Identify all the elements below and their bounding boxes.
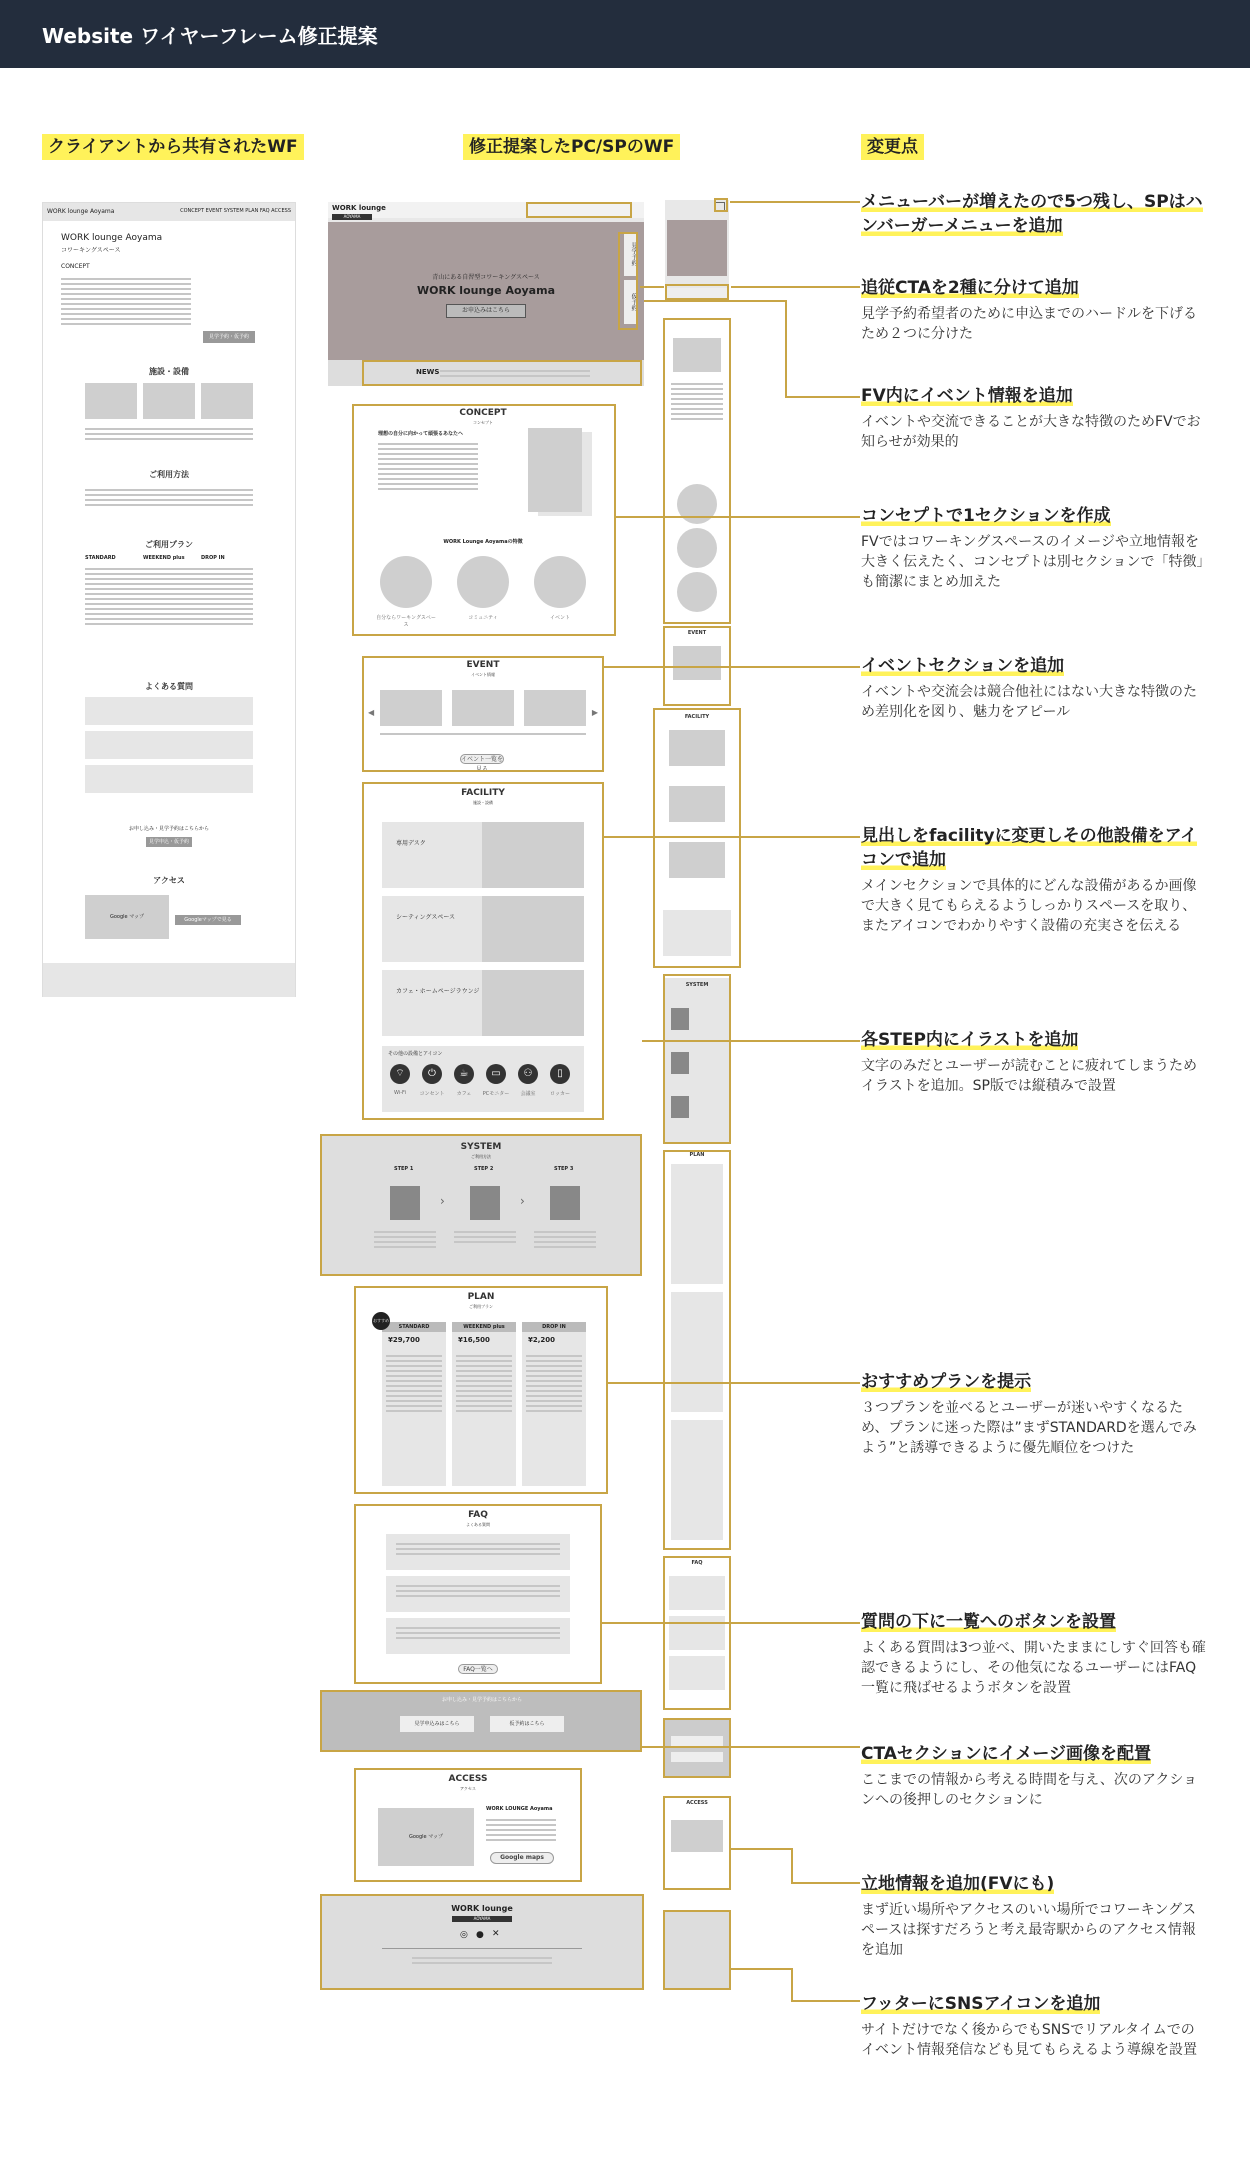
pc-plan-title: PLAN [467, 1292, 495, 1302]
client-navbar [43, 203, 295, 221]
client-concept-text [61, 275, 191, 328]
changes-column-heading: 変更点 [861, 134, 924, 160]
change-note [861, 190, 1206, 238]
client-cta-button-2[interactable]: 見学申込・仮予約 [146, 837, 192, 847]
pc-fv [328, 202, 644, 386]
client-facility-image [143, 383, 195, 419]
connector [602, 1622, 860, 1624]
plan-price: ¥29,700 [388, 1336, 420, 1344]
icon-label: 会議室 [520, 1091, 536, 1097]
client-plans-heading: ご利用プラン [145, 540, 193, 549]
connector [640, 286, 664, 288]
change-body: サイトだけでなく後からでもSNSでリアルタイムでのイベント情報発信なども見てもらえるよう導線を設置 [861, 2022, 1197, 2058]
pc-google-maps-button[interactable]: Google maps [490, 1852, 554, 1864]
pc-logo-label: AOYAMA [332, 214, 372, 220]
change-title: FV内にイベント情報を追加 [861, 386, 1073, 406]
pc-facility-card-label: シーティングスペース [396, 914, 456, 921]
connector [731, 1968, 791, 1970]
proposal-column-heading: 修正提案したPC/SPのWF [463, 134, 680, 160]
highlight-sp-cta-section [663, 1718, 731, 1778]
highlight-pc-cta-section [320, 1690, 642, 1752]
client-facility-image [201, 383, 253, 419]
sp-event-title: EVENT [687, 630, 707, 636]
pc-hero-image [328, 222, 644, 360]
connector [731, 286, 860, 288]
client-column-heading: クライアントから共有されたWF [42, 134, 304, 160]
highlight-pc-access [354, 1768, 582, 1882]
highlight-sp-menu [714, 198, 728, 212]
pc-features-title: WORK Lounge Aoyamaの特徴 [443, 539, 523, 545]
pc-system-title: SYSTEM [460, 1142, 502, 1152]
client-faq-item[interactable] [85, 765, 253, 793]
change-title: イベントセクションを追加 [861, 656, 1065, 676]
plan-price: ¥2,200 [528, 1336, 556, 1344]
highlight-sp-plan [663, 1150, 731, 1550]
client-faq-heading: よくある質問 [145, 682, 193, 691]
client-logo: WORK lounge Aoyama [47, 208, 115, 215]
pc-hero-button[interactable]: お申込みはこちら [446, 304, 526, 318]
change-title: コンセプトで1セクションを作成 [861, 506, 1111, 526]
pc-facility-card-label: 専用デスク [396, 840, 426, 847]
sp-access-title: ACCESS [686, 1800, 708, 1806]
plan-name: STANDARD [382, 1322, 446, 1332]
monitor-icon: ▭ [486, 1064, 506, 1084]
highlight-sp-footer [663, 1910, 731, 1990]
change-body: メインセクションで具体的にどんな設備があるか画像で大きく見てもらえるようしっかりスペースを取り、またアイコンでわかりやすく設備の充実さを伝える [861, 878, 1197, 934]
change-note [861, 824, 1206, 936]
pc-feature-label: 自分ならワーキングスペース [376, 615, 436, 628]
meeting-room-icon: ⚇ [518, 1064, 538, 1084]
pc-hero-title: WORK lounge Aoyama [416, 284, 555, 297]
client-hero-sub: コワーキングスペース [61, 247, 121, 254]
highlight-pc-plan [354, 1286, 608, 1494]
pc-concept-sub: コンセプト [473, 420, 493, 425]
connector [604, 836, 860, 838]
client-map-button[interactable]: Googleマップで見る [175, 915, 241, 925]
highlight-sp-system [663, 974, 731, 1144]
cafe-icon: ☕ [454, 1064, 474, 1084]
client-map: Google マップ [85, 895, 169, 939]
connector [791, 1968, 793, 2002]
pc-cta-visit-button[interactable]: 見学申込みはこちら [400, 1716, 474, 1732]
pc-cta-text: お申し込み・見学予約はこちらから [441, 1697, 522, 1703]
pc-access-title: ACCESS [448, 1774, 488, 1784]
change-note [861, 1028, 1206, 1096]
highlight-pc-concept [352, 404, 616, 636]
connector [791, 2000, 860, 2002]
client-wireframe [42, 202, 296, 997]
change-title: 立地情報を追加(FVにも) [861, 1874, 1055, 1894]
icon-label: ロッカー [550, 1091, 570, 1097]
highlight-pc-system [320, 1134, 642, 1276]
pc-footer-logo: WORK lounge [451, 1904, 513, 1913]
change-body: FVではコワーキングスペースのイメージや立地情報を大きく伝えたく、コンセプトは別セクションで「特徴」も簡潔にまとめ加えた [861, 534, 1204, 590]
pc-facility-sub: 施設・設備 [473, 800, 493, 805]
plug-icon: ⏻ [422, 1064, 442, 1084]
change-note [861, 504, 1206, 592]
change-body: よくある質問は3つ並べ、開いたままにしすぐ回答も確認できるようにし、その他気になるユーザーにはFAQ一覧に飛ばせるようボタンを設置 [861, 1640, 1206, 1696]
arrow-right-icon: › [440, 1194, 445, 1208]
client-access-heading: アクセス [153, 876, 185, 885]
highlight-sp-facility [653, 708, 741, 968]
sp-faq-title: FAQ [691, 1560, 703, 1566]
connector [731, 1848, 791, 1850]
pc-event-list-button[interactable]: イベント一覧を見る [461, 756, 504, 773]
client-facility-image [85, 383, 137, 419]
pc-facility-card-label: カフェ・ホームページラウンジ [396, 988, 480, 995]
client-facility-text [85, 425, 253, 443]
change-body: ３つプランを並べるとユーザーが迷いやすくなるため、プランに迷った際は”まずSTANDARDを選んでみよう”と誘導できるように優先順位をつけた [861, 1400, 1197, 1456]
client-plan-name: STANDARD [85, 555, 116, 561]
pc-logo: WORK lounge [332, 204, 386, 212]
client-plan-name: DROP IN [201, 555, 225, 561]
pc-footer-logo-label: AOYAMA [452, 1916, 512, 1922]
highlight-pc-event [362, 656, 604, 772]
client-facilities-heading: 施設・設備 [149, 367, 189, 376]
change-body: 見学予約希望者のために申込までのハードルを下げるため２つに分けた [861, 306, 1197, 342]
highlight-pc-menu [526, 202, 632, 218]
change-title: 各STEP内にイラストを追加 [861, 1030, 1079, 1050]
highlight-sp-faq [663, 1556, 731, 1710]
x-icon[interactable]: ✕ [492, 1929, 500, 1939]
carousel-prev-icon[interactable]: ◀ [368, 708, 375, 717]
change-note [861, 1742, 1206, 1810]
change-note [861, 1370, 1206, 1458]
icon-label: カフェ [456, 1091, 472, 1097]
change-note [861, 1872, 1206, 1960]
pc-faq-list-button[interactable]: FAQ一覧へ [458, 1664, 498, 1674]
plan-name: DROP IN [522, 1322, 586, 1332]
change-body: イベントや交流できることが大きな特徴のためFVでお知らせが効果的 [861, 414, 1201, 450]
highlight-sp-cta [665, 284, 729, 300]
change-note [861, 1992, 1206, 2060]
connector [604, 666, 860, 668]
sp-plan-title: PLAN [689, 1152, 705, 1158]
client-plan-name: WEEKEND plus [143, 555, 185, 561]
client-nav: CONCEPT EVENT SYSTEM PLAN FAQ ACCESS [180, 208, 291, 214]
client-concept-label: CONCEPT [61, 263, 90, 270]
change-body: イベントや交流会は競合他社にはない大きな特徴のため差別化を図り、魅力をアピール [861, 684, 1197, 720]
connector [791, 1848, 793, 1884]
change-title: 質問の下に一覧へのボタンを設置 [861, 1612, 1116, 1632]
highlight-sp-concept [663, 318, 731, 624]
sp-system-title: SYSTEM [685, 982, 709, 988]
change-title: 追従CTAを2種に分けて追加 [861, 278, 1079, 298]
change-note [861, 384, 1206, 452]
highlight-pc-cta [618, 232, 638, 330]
client-footer [43, 963, 295, 997]
pc-facility-icons-title: その他の設備とアイコン [388, 1051, 443, 1057]
facebook-icon[interactable]: ● [476, 1930, 484, 1940]
pc-news-label: NEWS [416, 368, 440, 376]
connector [608, 1382, 860, 1384]
connector [785, 396, 860, 398]
pc-concept-lead: 理想の自分に向かって頑張るあなたへ [378, 431, 464, 437]
change-note [861, 654, 1206, 722]
change-title: メニューバーが増えたので5つ残し、SPはハンバーガーメニューを追加 [861, 192, 1203, 236]
change-body: ここまでの情報から考える時間を与え、次のアクションへの後押しのセクションに [861, 1772, 1198, 1808]
recommend-badge: おすすめ [372, 1312, 390, 1330]
connector [616, 516, 860, 518]
client-faq-item[interactable] [85, 731, 253, 759]
client-howto-heading: ご利用方法 [149, 470, 189, 479]
sp-hero-image [667, 220, 727, 276]
pc-cta-reserve-button[interactable]: 仮予約はこちら [490, 1716, 564, 1732]
highlight-sp-access [663, 1796, 731, 1890]
sp-facility-title: FACILITY [684, 714, 710, 720]
connector [785, 300, 787, 398]
client-cta-button[interactable]: 見学予約・仮予約 [203, 331, 255, 343]
client-cta-text: お申し込み・見学予約はこちらから [128, 826, 209, 832]
change-title: おすすめプランを提示 [861, 1372, 1032, 1392]
pc-step-label: STEP 1 [394, 1166, 414, 1172]
pc-side-cta-reserve[interactable]: 仮予約 [624, 280, 638, 324]
pc-event-sub: イベント情報 [471, 672, 495, 677]
pc-access-map[interactable]: Google マップ [378, 1808, 474, 1866]
locker-icon: ▯ [550, 1064, 570, 1084]
pc-event-title: EVENT [466, 660, 500, 670]
pc-access-name: WORK LOUNGE Aoyama [486, 1806, 553, 1812]
client-plan-text [85, 565, 253, 628]
pc-side-cta-visit[interactable]: 見学予約 [624, 232, 638, 276]
change-title: CTAセクションにイメージ画像を配置 [861, 1744, 1152, 1764]
connector [642, 1746, 860, 1748]
change-note [861, 1610, 1206, 1698]
change-note [861, 276, 1206, 344]
highlight-pc-faq [354, 1504, 602, 1684]
connector [791, 1882, 860, 1884]
client-faq-item[interactable] [85, 697, 253, 725]
icon-label: Wi-Fi [394, 1090, 406, 1096]
pc-feature-label: コミュニティ [468, 615, 498, 621]
page-title: Website ワイヤーフレーム修正提案 [42, 24, 378, 48]
page-header [0, 0, 1250, 68]
highlight-pc-facility [362, 782, 604, 1120]
change-title: フッターにSNSアイコンを追加 [861, 1994, 1101, 2014]
connector [644, 300, 785, 302]
plan-name: WEEKEND plus [452, 1322, 516, 1332]
change-body: まず近い場所やアクセスのいい場所でコワーキングスペースは探すだろうと考え最寄駅からのアクセス情報を追加 [861, 1902, 1197, 1958]
arrow-right-icon: › [520, 1194, 525, 1208]
pc-feature-label: イベント [549, 615, 570, 621]
client-hero-title: WORK lounge Aoyama [61, 233, 163, 243]
icon-label: PCモニター [482, 1091, 510, 1097]
pc-access-sub: アクセス [460, 1786, 476, 1791]
wifi-icon: ⌔ [390, 1064, 410, 1084]
pc-facility-title: FACILITY [461, 788, 505, 798]
connector [642, 1040, 860, 1042]
pc-concept-title: CONCEPT [459, 408, 507, 418]
highlight-pc-news [362, 360, 642, 386]
pc-step-label: STEP 2 [474, 1166, 494, 1172]
icon-label: コンセント [419, 1091, 445, 1097]
instagram-icon[interactable]: ◎ [460, 1930, 468, 1940]
pc-hero-sub: 青山にある自習型コワーキングスペース [432, 274, 540, 281]
connector [730, 201, 860, 203]
change-body: 文字のみだとユーザーが読むことに疲れてしまうためイラストを追加。SP版では縦積みで設置 [861, 1058, 1197, 1094]
client-howto-text [85, 486, 253, 509]
pc-step-label: STEP 3 [554, 1166, 574, 1172]
pc-plan-sub: ご利用プラン [469, 1304, 493, 1309]
pc-faq-title: FAQ [468, 1510, 488, 1520]
pc-system-sub: ご利用方法 [471, 1154, 491, 1159]
highlight-pc-footer [320, 1894, 644, 1990]
change-title: 見出しをfacilityに変更しその他設備をアイコンで追加 [861, 826, 1198, 870]
carousel-next-icon[interactable]: ▶ [591, 708, 598, 717]
plan-price: ¥16,500 [458, 1336, 490, 1344]
sp-fv [665, 200, 729, 288]
pc-faq-sub: よくある質問 [466, 1522, 490, 1527]
